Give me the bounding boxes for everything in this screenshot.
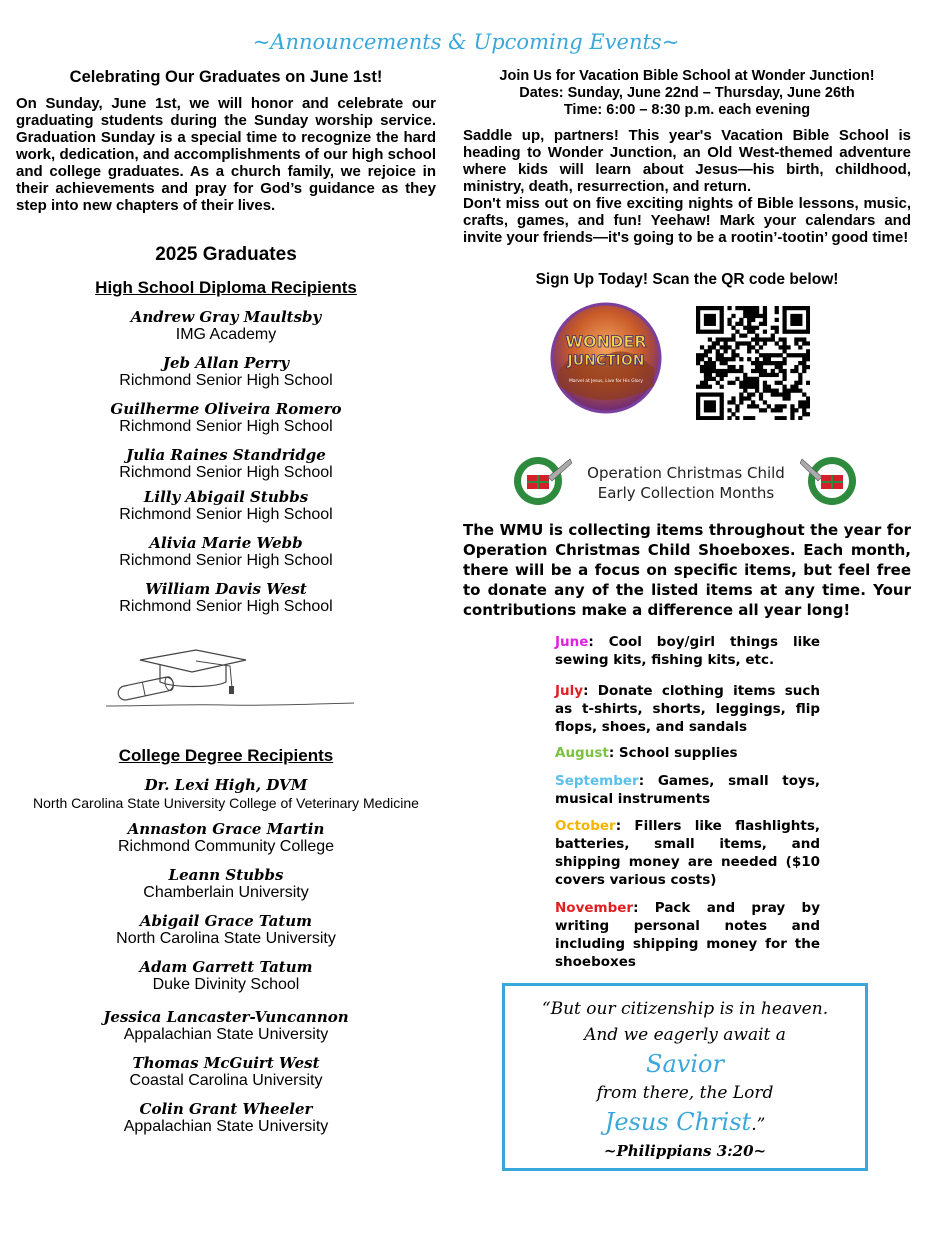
grad-name: Dr. Lexi High, DVM [144,776,308,794]
vbs-description [463,127,911,246]
month-label: August [555,745,609,761]
grad-entry [16,355,436,401]
logo-tagline: Marvel at Jesus, Live for His Glory [569,379,643,384]
grad-school: Appalachian State University [123,1118,329,1135]
grad-entry [16,1055,436,1101]
month-label: October [555,818,616,834]
grad-name: Jeb Allan Perry [162,354,290,372]
occ-month-july [555,682,820,736]
college-list [16,777,436,1147]
vbs-signup: Sign Up Today! Scan the QR code below! [535,271,839,288]
month-label: June [555,634,589,650]
graduates-year-heading: 2025 Graduates [155,244,297,265]
quote-line-2: And we eagerly await a [584,1025,786,1045]
grad-school: Appalachian State University [123,1026,329,1043]
grad-entry [16,401,436,447]
grad-name: Adam Garrett Tatum [139,958,313,976]
grad-entry [16,489,436,535]
month-items: : Fillers like flashlights, batteries, small items, and shipping money are needed ($10 covers various costs) [555,818,820,888]
grad-name: Colin Grant Wheeler [139,1100,313,1118]
grad-entry [16,1101,436,1147]
occ-month-october [555,817,820,889]
quote-line-5 [505,1106,865,1138]
hs-list [16,309,436,627]
grad-school: Duke Divinity School [152,976,300,993]
grad-entry [16,535,436,581]
occ-month-september [555,772,820,808]
qr-code[interactable] [696,306,810,420]
occ-badge-right-icon [800,455,860,507]
grad-entry [16,821,436,867]
occ-month-august [555,744,820,762]
scripture-quote-box [502,983,868,1171]
grad-name: Annaston Grace Martin [127,820,325,838]
vbs-para-1: Saddle up, partners! This year's Vacation Bible School is heading to Wonder Junction, an Old West-themed adventure where kids will learn about Jesus—his birth, childhood, ministry, death, resurrection, and return. [463,127,911,195]
grad-entry [16,959,436,1009]
wonder-junction-logo [548,302,664,414]
page-banner: ~Announcements & Upcoming Events~ [252,30,680,54]
grad-school: Richmond Senior High School [119,418,333,435]
grad-entry [16,447,436,489]
month-items: : Cool boy/girl things like sewing kits, fishing kits, etc. [555,634,820,668]
quote-line-4: from there, the Lord [596,1083,774,1103]
occ-month-november [555,899,820,971]
college-heading: College Degree Recipients [118,746,334,765]
grad-entry [16,913,436,959]
occ-body: The WMU is collecting items throughout the year for Operation Christmas Child Shoeboxes. Each month, there will be a focus on specific items, but feel free to donate any of the listed items at any time. Your contributions make a difference all year long! [463,521,911,619]
hs-heading: High School Diploma Recipients [95,278,357,297]
vbs-dates: Dates: Sunday, June 22nd – Thursday, June 26th [519,85,855,101]
grad-name: William Davis West [145,580,307,598]
occ-title-line-2: Early Collection Months [597,484,775,502]
grad-name: Abigail Grace Tatum [139,912,313,930]
vbs-para-2: Don't miss out on five exciting nights of Bible lessons, music, crafts, games, and fun! Yeehaw! Mark your calendars and invite your friends—it's going to be a rootin’-tootin’ good time! [463,195,911,246]
grad-school: Richmond Senior High School [119,372,333,389]
grad-name: Jessica Lancaster-Vuncannon [103,1008,349,1026]
grad-name: Guilherme Oliveira Romero [110,400,342,418]
logo-text-1: WONDER [565,332,647,351]
vbs-header [463,68,911,119]
quote-jesus-christ: Jesus Christ [604,1108,752,1136]
vbs-title: Join Us for Vacation Bible School at Wonder Junction! [499,68,875,84]
grad-school: Richmond Community College [117,838,335,855]
grad-name: Thomas McGuirt West [132,1054,320,1072]
grad-name: Alivia Marie Webb [149,534,303,552]
quote-line-1: “But our citizenship is in heaven. [541,999,829,1019]
grad-school: Coastal Carolina University [129,1072,323,1089]
grad-name: Lilly Abigail Stubbs [143,488,309,506]
grad-school: IMG Academy [175,326,277,343]
grad-entry [16,777,436,821]
vbs-time: Time: 6:00 – 8:30 p.m. each evening [563,102,811,118]
grad-school: North Carolina State University [116,930,336,947]
grad-name: Julia Raines Standridge [126,446,326,464]
grad-school: Richmond Senior High School [119,464,333,481]
grad-school: Chamberlain University [143,884,309,901]
grad-entry [16,581,436,627]
month-label: November [555,900,634,916]
grad-school: Richmond Senior High School [119,598,333,615]
quote-savior: Savior [646,1050,724,1078]
month-items: : Pack and pray by writing personal notes and including shipping money for the shoeboxes [555,900,820,970]
occ-title-line-1: Operation Christmas Child [587,464,785,482]
quote-reference: ~Philippians 3:20~ [603,1142,767,1160]
month-label: July [555,683,584,699]
grad-name: Andrew Gray Maultsby [130,308,322,326]
graduation-body: On Sunday, June 1st, we will honor and celebrate our graduating students during the Sunday worship service. Graduation Sunday is a special time to recognize the hard work, dedication, and accomplishments of our high school and college graduates. As a church family, we rejoice in their achievements and pray for God’s guidance as they step into new chapters of their lives. [16,95,436,214]
occ-title [572,463,800,503]
occ-month-june [555,633,820,669]
grad-entry [16,867,436,913]
occ-badge-left-icon [512,455,572,507]
month-items: : School supplies [608,745,738,761]
graduation-heading: Celebrating Our Graduates on June 1st! [69,68,383,86]
grad-entry [16,1009,436,1055]
quote-closing-mark: .” [751,1115,766,1135]
month-items: : Games, small toys, musical instruments [555,773,820,807]
grad-entry [16,309,436,355]
grad-school: North Carolina State University College of Veterinary Medicine [33,795,419,811]
month-label: September [555,773,639,789]
grad-school: Richmond Senior High School [119,506,333,523]
logo-text-2: JUNCTION [567,353,645,369]
grad-school: Richmond Senior High School [119,552,333,569]
grad-name: Leann Stubbs [168,866,284,884]
graduation-cap-illustration [104,648,356,710]
month-items: : Donate clothing items such as t-shirts, shorts, leggings, flip flops, shoes, and sandals [555,683,820,735]
